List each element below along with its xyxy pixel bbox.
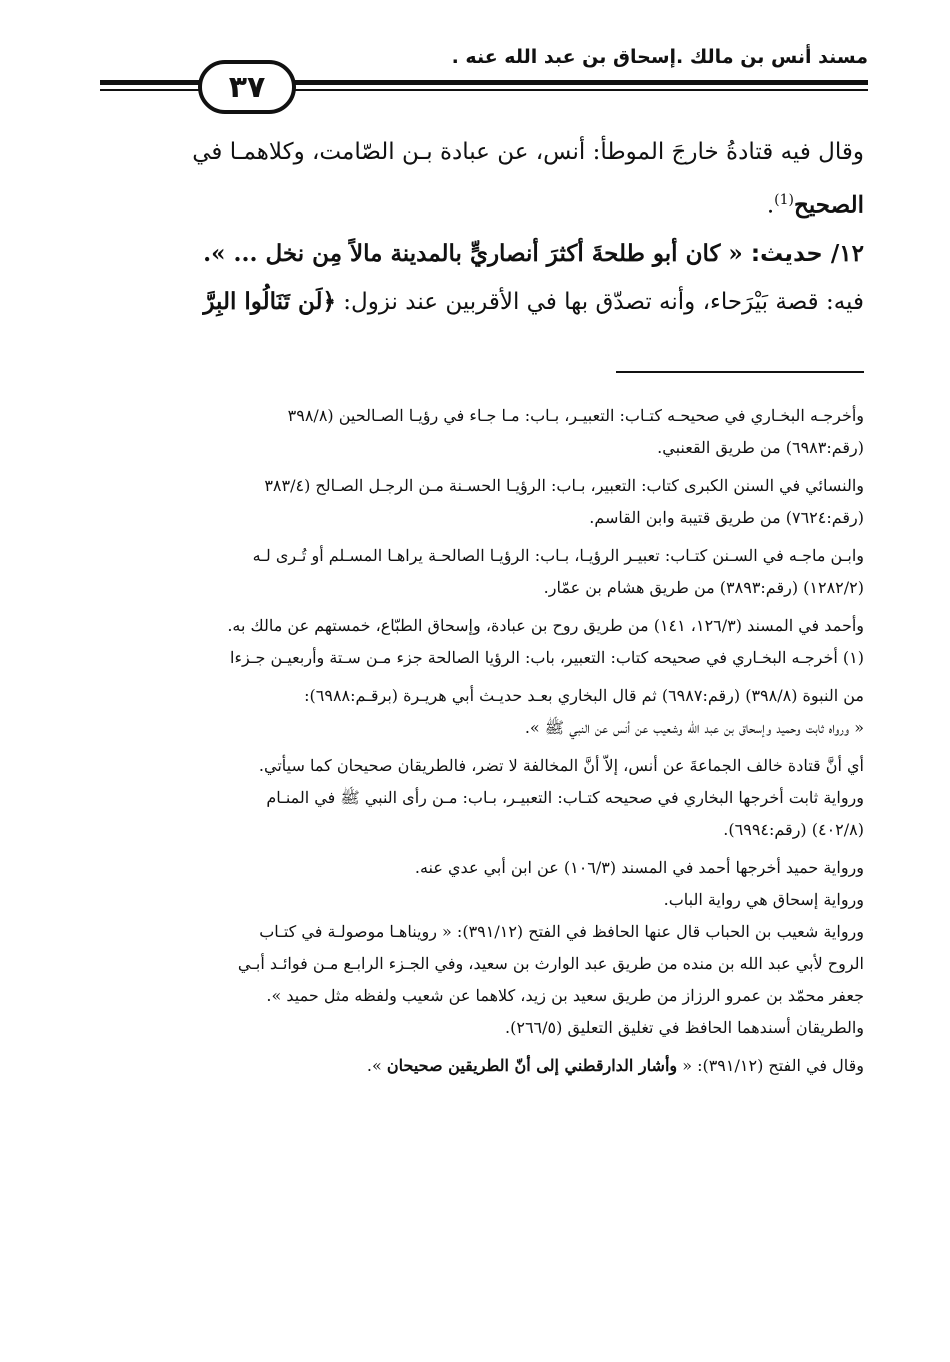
footnote-line: (١) أخرجـه البخـاري في صحيحه كتاب: التعبير، باب: الرؤيا الصالحة جزء مـن سـتة وأربعيـن جـزءا: [230, 648, 864, 667]
sahih-word: الصحيح: [794, 191, 864, 219]
footnote-line: وأحمد في المسند (١٢٦/٣، ١٤١) من طريق روح بن عبادة، وإسحاق الطبّاع، خمستهم عن مالك به.: [227, 616, 864, 635]
page-number-badge: [198, 60, 296, 114]
line-end: .: [766, 192, 775, 219]
fath-quote-end: ».: [366, 1056, 387, 1075]
footnote-line: ورواية حميد أخرجها أحمد في المسند (١٠٦/٣) عن ابن أبي عدي عنه.: [414, 858, 864, 877]
hadith-text: « كان أبو طلحةَ أكثرَ أنصاريٍّ بالمدينة مالاً مِن نخل ... ».: [203, 239, 751, 267]
footnote-line: ورواية إسحاق هي رواية الباب.: [663, 890, 864, 909]
footnote-line: « ورواه ثابت وحميد وإسحاق بن عبد الله وشعيب عن أنس عن النبي ﷺ ».: [524, 718, 864, 737]
footnote-line: (رقم:٦٩٨٣) من طريق القعنبي.: [657, 438, 864, 457]
quran-quote: ﴿لَن تَنَالُوا البِرَّ: [203, 287, 336, 315]
footnote-line: والنسائي في السنن الكبرى كتاب: التعبير، بـاب: الرؤيـا الحسـنة مـن الرجـل الصـالح (٣٨٣/٤: [264, 476, 864, 495]
footnote-line: ورواية شعيب بن الحباب قال عنها الحافظ في الفتح (٣٩١/١٢): « رويناهـا موصولـة في كتـاب: [259, 922, 864, 941]
main-line-1: وقال فيه قتادةُ خارجَ الموطأ: أنس، عن عبادة بـن الصّامت، وكلاهمـا في: [192, 139, 864, 165]
footnote-line: وأخرجـه البخـاري في صحيحـه كتـاب: التعبيـر، بـاب: مـا جـاء في رؤيـا الصـالحين (٣٩٨/٨: [287, 406, 864, 425]
main-line-4: [100, 280, 864, 324]
footnote-line-last: [100, 1050, 864, 1082]
main-line-2: [100, 178, 864, 228]
footnote-line: (رقم:٧٦٢٤) من طريق قتيبة وابن القاسم.: [589, 508, 864, 527]
footnote-line: من النبوة (٣٩٨/٨) (رقم:٦٩٨٧) ثم قال البخاري بعـد حديـث أبي هريـرة (برقـم:٦٩٨٨):: [304, 686, 864, 705]
hadith-heading: [100, 232, 864, 276]
footnote-line: والطريقان أسندهما الحافظ في تغليق التعليق (٢٦٦/٥).: [505, 1018, 864, 1037]
footnote-separator: [616, 371, 864, 373]
daraqutni-statement: وأشار الدارقطني إلى أنّ الطريقين صحيحان: [386, 1056, 678, 1075]
footnote-line: وابـن ماجـه في السـنن كتـاب: تعبيـر الرؤيـا، بـاب: الرؤيـا الصالحـة يراهـا المسـلم أو تُـرى لـه: [252, 546, 864, 565]
footnote-line: جعفر محمّد بن عمرو الرزاز من طريق سعيد بن زيد، كلاهما عن شعيب ولفظه مثل حميد ».: [266, 986, 864, 1005]
footnote-line: أي أنَّ قتادة خالف الجماعةَ عن أنس، إلاّ أنَّ المخالفة لا تضر، فالطريقان صحيحان كما سيأتي.: [258, 756, 864, 775]
footnote-line: الروح لأبي عبد الله بن منده من طريق عبد الوارث بن سعيد، وفي الجـزء الرابـع مـن فوائـد أبـي: [237, 954, 864, 973]
main-text: [100, 130, 864, 328]
hadith-number: ١٢/: [822, 239, 864, 267]
running-title: مسند أنس بن مالك .إسحاق بن عبد الله عنه .: [451, 46, 868, 68]
story-text: فيه: قصة بَيْرَحاء، وأنه تصدّق بها في الأقربين عند نزول:: [335, 288, 864, 315]
footnotes: [100, 400, 864, 1082]
footnote-ref[interactable]: (1): [774, 192, 795, 208]
fath-quote-start: وقال في الفتح (٣٩١/١٢): «: [677, 1056, 864, 1075]
footnote-line: ورواية ثابت أخرجها البخاري في صحيحه كتـاب: التعبيـر، بـاب: مـن رأى النبي ﷺ في المنـام: [266, 788, 864, 807]
footnote-line: (١٢٨٢/٢) (رقم:٣٨٩٣) من طريق هشام بن عمّار.: [543, 578, 864, 597]
footnote-line: (٤٠٢/٨) (رقم:٦٩٩٤).: [723, 820, 864, 839]
page-number: ٣٧: [228, 69, 266, 105]
hadith-label: حديث:: [750, 240, 823, 267]
